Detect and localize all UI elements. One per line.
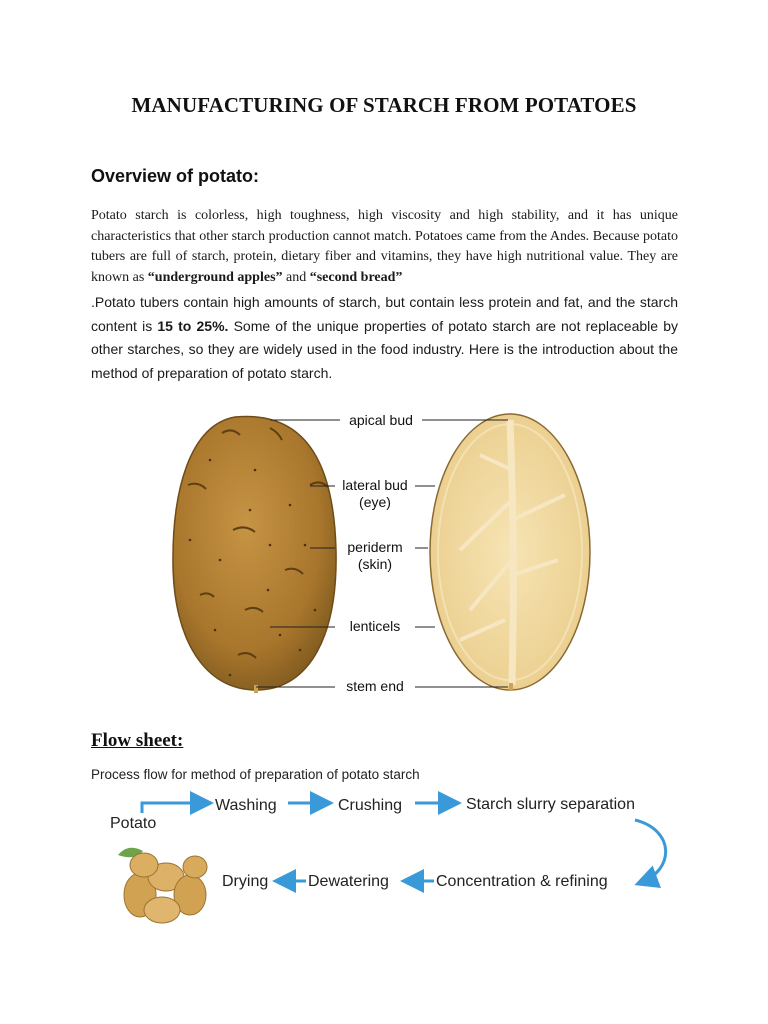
- potato-cross-section-illustration: [430, 414, 590, 691]
- label-apical-bud: apical bud: [349, 412, 413, 428]
- highlight-second-bread: “second bread”: [309, 269, 403, 285]
- step-dewatering: Dewatering: [308, 873, 389, 890]
- label-eye: (eye): [359, 494, 391, 510]
- label-periderm: periderm: [347, 539, 403, 555]
- overview-paragraph-serif: [91, 206, 678, 288]
- flow-sheet-caption: Process flow for method of preparation of potato starch: [91, 767, 420, 782]
- overview-paragraph-sans: [91, 291, 678, 385]
- highlight-underground-apples: “underground apples”: [147, 269, 283, 285]
- flow-arrows: [142, 803, 666, 883]
- process-flow-diagram: [100, 785, 680, 935]
- overview-text-3: .Potato tubers contain high amounts of starch, but contain less protein and fat, and the starch content is: [91, 294, 678, 334]
- step-starch-slurry-separation: Starch slurry separation: [466, 796, 635, 813]
- step-washing: Washing: [215, 797, 277, 814]
- step-potato: Potato: [110, 815, 157, 832]
- label-lenticels: lenticels: [349, 618, 401, 634]
- step-drying: Drying: [222, 873, 269, 890]
- step-crushing: Crushing: [338, 797, 403, 814]
- overview-text-2: and: [282, 269, 310, 285]
- flow-sheet-heading: Flow sheet:: [91, 730, 184, 751]
- overview-text-1: Potato starch is colorless, high toughness, high viscosity and high stability, and it has unique characteristics that other starch production cannot match. Potatoes came from the Andes. Because potato tubers are full of starch, protein, dietary fiber and vitamins, they have high nutritional value. They are known as: [91, 208, 678, 285]
- potato-exterior-illustration: [173, 416, 336, 693]
- step-concentration-refining: Concentration & refining: [436, 873, 608, 890]
- potato-anatomy-diagram: [160, 400, 620, 700]
- document-title: MANUFACTURING OF STARCH FROM POTATOES: [131, 93, 637, 117]
- label-stem-end: stem end: [346, 678, 404, 694]
- overview-heading: Overview of potato:: [91, 166, 260, 186]
- potato-pile-illustration: [108, 837, 214, 927]
- label-lateral-bud: lateral bud: [342, 477, 408, 493]
- overview-text-4: Some of the unique properties of potato starch are not replaceable by other starches, so they are widely used in the food industry. Here is the introduction about the method of preparation of potato starch.: [91, 317, 678, 381]
- highlight-starch-content: 15 to 25%.: [157, 317, 229, 334]
- label-skin: (skin): [357, 556, 393, 572]
